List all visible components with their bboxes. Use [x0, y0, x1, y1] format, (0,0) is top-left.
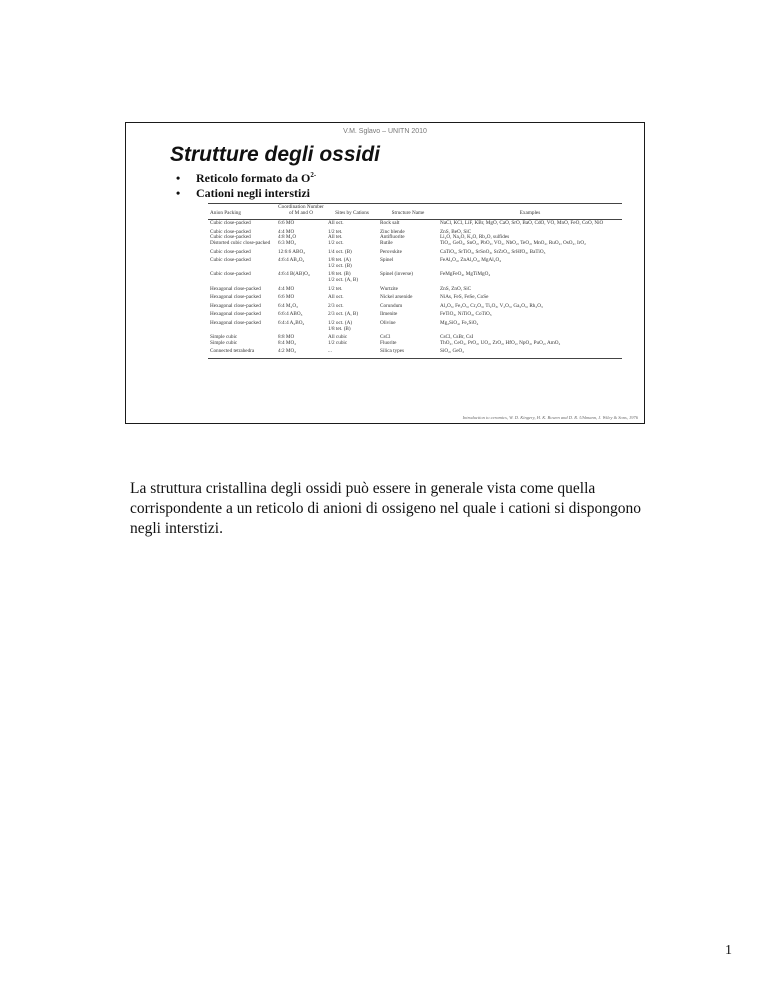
table-cell: Cubic close-packed [210, 220, 251, 227]
table-cell: Hexagonal close-packed [210, 294, 261, 301]
table-cell: Perovskite [380, 248, 402, 255]
column-header: Coordination Number of M and O [276, 204, 326, 220]
column-header: Sites by Cations [326, 204, 378, 220]
table-cell: 1/2 tet. All tet. 1/2 oct. [328, 228, 344, 246]
table-cell: 1/8 tet. (B) 1/2 oct. (A, B) [328, 271, 359, 283]
table-row [208, 249, 622, 258]
table-cell: 4:6:4 B(AB)O₄ [278, 271, 310, 278]
slide-header: V.M. Sglavo – UNITN 2010 [343, 128, 427, 135]
table-cell: 1/4 oct. (B) [328, 248, 352, 255]
table-cell: SiO₂, GeO₂ [438, 348, 622, 358]
table-cell: 6:6:4 ABO₃ [278, 311, 303, 318]
table-cell: 4:4 MO [278, 285, 295, 292]
table-cell: 1/2 oct. (A) 1/8 tet. (B) [328, 319, 353, 332]
table-cell: ZnS, ZnO, SiC [440, 285, 472, 292]
bullet-text: Cationi negli interstizi [196, 186, 310, 200]
body-paragraph: La struttura cristallina degli ossidi può essere in generale vista come quella corrispondente a un reticolo di anioni di ossigeno nel quale i cationi si dispongono negli interstizi. [130, 480, 641, 537]
page-number: 1 [725, 943, 732, 958]
column-header: Structure Name [378, 204, 438, 220]
table-cell: ZnS, BeO, SiC Li₂O, Na₂O, K₂O, Rb₂O, sulfides TiO₂, GeO₂, SnO₂, PbO₂, VO₂, NbO₂, TeO₂, MnO₂, RuO₂, OsO₂, IrO₂ [440, 228, 586, 246]
table-row [208, 348, 622, 358]
table-cell: Zinc blende Antifluorite Rutile [380, 228, 405, 246]
table-cell: 2/3 oct. (A, B) [328, 311, 359, 318]
bullet-text: Reticolo formato da O [196, 171, 311, 185]
bullet-superscript: 2- [310, 171, 317, 179]
table-row [208, 294, 622, 303]
table-cell: Hexagonal close-packed [210, 311, 261, 318]
table-cell: 6:6 MO [278, 220, 295, 227]
table-cell: FeTiO₃, NiTiO₃, CoTiO₃ [440, 311, 492, 318]
table-cell: Silica types [378, 348, 438, 358]
table-cell: All oct. [328, 294, 344, 301]
table-row [208, 311, 622, 320]
table-row [208, 320, 622, 334]
table-cell: 1/2 tet. [328, 285, 343, 292]
bullet-list [176, 171, 316, 201]
table-source-caption: Introduction to ceramics, W. D. Kingery, H. K. Bowen and D. R. Uhlmann, J. Wiley & Sons, 1976 [462, 415, 638, 420]
table-cell: Ilmenite [380, 311, 398, 318]
slide-image [125, 122, 645, 424]
bullet-item [176, 186, 316, 201]
column-header: Anion Packing [208, 204, 276, 220]
table-cell: CsCl, CsBr, CsI ThO₂, CeO₂, PrO₂, UO₂, ZrO₂, HfO₂, NpO₂, PuO₂, AmO₂ [440, 334, 561, 346]
table-cell: FeAl₂O₄, ZnAl₂O₄, MgAl₂O₄ [440, 257, 501, 264]
table-body [208, 220, 622, 359]
table-row [208, 334, 622, 348]
table-cell: Mg₂SiO₄, Fe₂SiO₄ [440, 319, 479, 326]
table-cell: Cubic close-packed [210, 248, 251, 255]
table-row [208, 286, 622, 295]
table-cell: 4:4 MO 4:8 M₂O 6:3 MO₂ [278, 228, 297, 246]
table-row [208, 220, 622, 229]
table-cell: Olivine [380, 319, 396, 326]
table-cell: 8:8 MO 8:4 MO₂ [278, 334, 297, 346]
table-row [208, 271, 622, 285]
column-header: Examples [438, 204, 622, 220]
table-cell: Rock salt [380, 220, 400, 227]
table-cell: Spinel (inverse) [380, 271, 413, 278]
table-cell: 4:2 MO₂ [276, 348, 326, 358]
table-cell: FeMgFeO₄, MgTiMgO₄ [440, 271, 491, 278]
table-cell: NiAs, FeS, FeSe, CoSe [440, 294, 489, 301]
table-row [208, 257, 622, 271]
table-cell: ... [326, 348, 378, 358]
table-cell: Cubic close-packed [210, 257, 251, 264]
table-cell: Cubic close-packed [210, 271, 251, 278]
table-cell: 12:6:6 ABO₃ [278, 248, 306, 255]
table-cell: Hexagonal close-packed [210, 302, 261, 309]
slide-title: Strutture degli ossidi [170, 143, 381, 166]
table-cell: Corundum [380, 302, 403, 309]
table-row [208, 303, 622, 312]
table-cell: 2/3 oct. [328, 302, 344, 309]
table-cell: Simple cubic Simple cubic [210, 334, 238, 346]
table-cell: Spinel [380, 257, 394, 264]
table-cell: Hexagonal close-packed [210, 285, 261, 292]
table-cell: 1/8 tet. (A) 1/2 oct. (B) [328, 257, 352, 269]
table-cell: All oct. [328, 220, 344, 227]
table-cell: CaTiO₃, SrTiO₃, SrSnO₃, SrZrO₃, SrHfO₃, BaTiO₃ [440, 248, 546, 255]
bullet-item [176, 171, 316, 186]
table-cell: Al₂O₃, Fe₂O₃, Cr₂O₃, Ti₂O₃, V₂O₃, Ga₂O₃, Rh₂O₃ [440, 302, 543, 309]
table-cell: 6:4 M₂O₃ [278, 302, 298, 309]
table-cell: CsCl Fluorite [380, 334, 397, 346]
table-cell: 6:4:4 A₂BO₄ [278, 319, 305, 326]
table-cell: Hexagonal close-packed [210, 319, 261, 326]
table-cell: Connected tetrahedra [208, 348, 276, 358]
table-cell: Nickel arsenide [380, 294, 413, 301]
table-row [208, 229, 622, 249]
table-cell: Cubic close-packed Cubic close-packed Distorted cubic close-packed [210, 228, 271, 246]
table-cell: All cubic 1/2 cubic [328, 334, 348, 346]
table-header [208, 204, 622, 220]
table-cell: 6:6 MO [278, 294, 295, 301]
table-cell: 4:6:4 AB₂O₄ [278, 257, 305, 264]
table-cell: NaCl, KCl, LiF, KBr, MgO, CaO, SrO, BaO, CdO, VO, MnO, FeO, CoO, NiO [440, 220, 604, 227]
table-cell: Wurtzite [380, 285, 398, 292]
oxide-structures-table [208, 203, 622, 359]
